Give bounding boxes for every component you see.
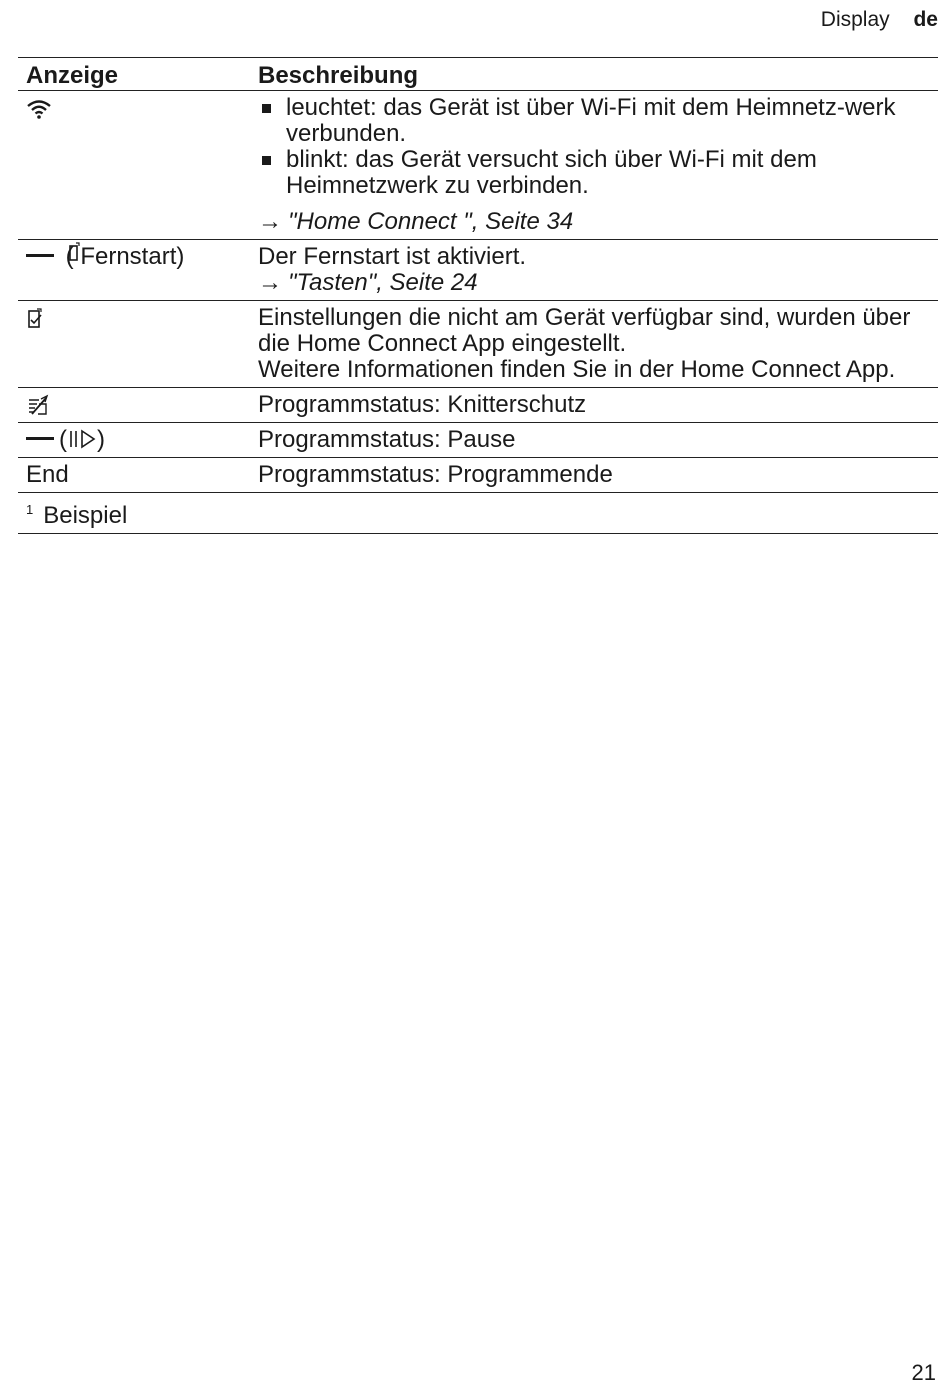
wifi-icon xyxy=(26,98,52,120)
cross-reference-link[interactable] xyxy=(258,270,938,296)
list-item: leuchtet: das Gerät ist über Wi-Fi mit dem Heimnetz-werk verbunden. xyxy=(258,95,938,147)
description-cell xyxy=(248,301,938,388)
arrow-icon: → xyxy=(258,269,282,296)
description-text: Einstellungen die nicht am Gerät verfügbar sind, wurden über die Home Connect App eingestellt. xyxy=(258,304,911,357)
footnote-row xyxy=(18,493,938,534)
description-text: Programmstatus: Knitterschutz xyxy=(258,391,587,418)
description-text: Der Fernstart ist aktiviert. xyxy=(258,243,527,270)
description-text: Programmstatus: Programmende xyxy=(258,461,613,488)
page-header xyxy=(821,8,938,32)
indicator-cell xyxy=(18,388,248,423)
table-row xyxy=(18,423,938,458)
indicator-cell xyxy=(18,91,248,240)
cross-reference-text: "Tasten", Seite 24 xyxy=(288,269,478,296)
display-table xyxy=(18,57,938,534)
cross-reference-text: "Home Connect ", Seite 34 xyxy=(288,208,574,235)
table-row xyxy=(18,91,938,240)
footnote-mark: 1 xyxy=(26,502,34,517)
section-title: Display xyxy=(820,8,890,31)
table-header-row xyxy=(18,58,938,91)
indicator-cell xyxy=(18,301,248,388)
footnote-text: Beispiel xyxy=(43,502,128,529)
table-row xyxy=(18,388,938,423)
list-item: blinkt: das Gerät versucht sich über Wi-Fi mit dem Heimnetzwerk zu verbinden. xyxy=(258,147,938,199)
table-row xyxy=(18,458,938,493)
arrow-icon: → xyxy=(258,208,282,235)
page-number: 21 xyxy=(911,1360,936,1385)
remote-start-icon xyxy=(68,242,80,264)
app-settings-icon xyxy=(26,307,44,331)
anti-crease-icon xyxy=(26,394,50,418)
bullet-list xyxy=(258,95,938,199)
footnote xyxy=(18,493,938,534)
indicator-cell xyxy=(18,240,248,301)
dash-symbol xyxy=(26,437,54,440)
indicator-cell: ( ) xyxy=(18,423,248,458)
dash-symbol xyxy=(26,254,54,257)
description-text: Programmstatus: Pause xyxy=(258,426,516,453)
description-text: Weitere Informationen finden Sie in der Home Connect App. xyxy=(258,356,896,383)
pause-play-icon xyxy=(67,428,97,450)
description-cell xyxy=(248,91,938,240)
table-row xyxy=(18,301,938,388)
column-header-anzeige: Anzeige xyxy=(26,62,119,89)
column-header-beschreibung: Beschreibung xyxy=(258,62,419,89)
cross-reference-link[interactable] xyxy=(258,209,938,235)
remote-start-label: ( Fernstart) xyxy=(65,243,185,270)
language-code: de xyxy=(913,8,938,31)
description-cell xyxy=(248,240,938,301)
table-row xyxy=(18,240,938,301)
indicator-label: End xyxy=(26,461,69,488)
